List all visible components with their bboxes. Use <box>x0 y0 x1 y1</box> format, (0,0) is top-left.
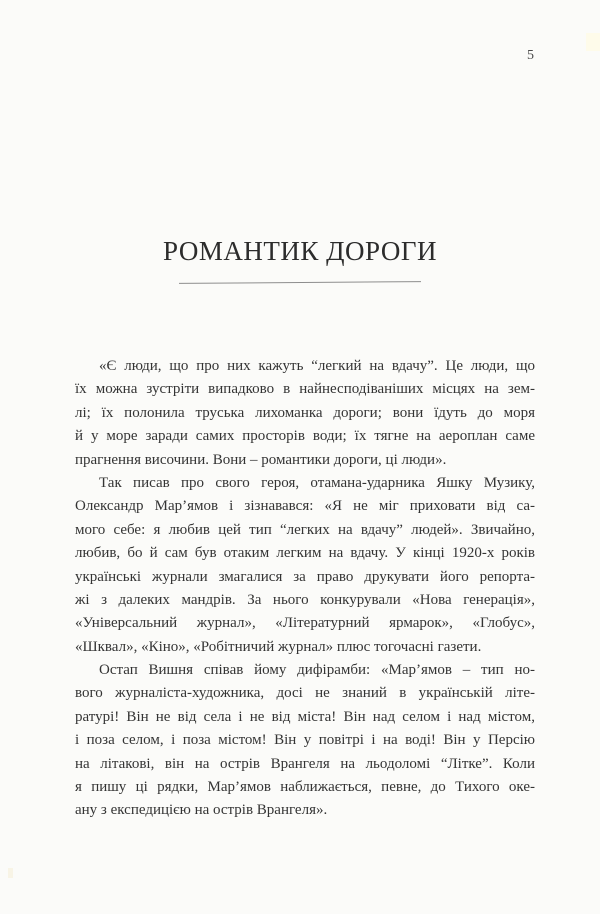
page-number: 5 <box>527 48 534 63</box>
text-line: українські журнали змагалися за право друкувати його репорта- <box>75 568 535 585</box>
text-line: «Шквал», «Кіно», «Робітничий журнал» плюс тогочасні газети. <box>75 638 482 655</box>
text-line: лі; їх полонила труська лихоманка дороги; вони їдуть до моря <box>75 404 535 421</box>
text-line: на літакові, він на острів Врангеля на льодоломі “Літке”. Коли <box>75 755 535 772</box>
text-line: Остап Вишня співав йому дифірамби: «Мар’ямов – тип но- <box>99 662 535 679</box>
body-text <box>75 355 535 823</box>
scan-speck <box>8 868 13 878</box>
text-line: любив, бо й сам був отаким легким на вдачу. У кінці 1920-х років <box>75 545 535 562</box>
text-line: прагнення височини. Вони – романтики дороги, ці люди». <box>75 451 447 468</box>
text-line: я пишу ці рядки, Мар’ямов наближається, певне, до Тихого оке- <box>75 779 535 796</box>
text-line: «Універсальний журнал», «Літературний ярмарок», «Глобус», <box>75 615 535 632</box>
text-line: їх можна зустріти випадково в найнесподіваніших місцях на зем- <box>75 381 535 398</box>
title-divider <box>179 281 421 284</box>
paragraph-2 <box>75 472 535 659</box>
text-line: й у море заради самих просторів води; їх тягне на аероплан саме <box>75 428 535 445</box>
scan-artifact <box>586 33 600 51</box>
text-line: «Є люди, що про них кажуть “легкий на вдачу”. Це люди, що <box>99 358 535 374</box>
text-line: Так писав про свого героя, отамана-ударника Яшку Музику, <box>99 474 535 491</box>
text-line: ратурі! Він не від села і не від міста! Він над селом і над містом, <box>75 708 535 725</box>
chapter-title: РОМАНТИК ДОРОГИ <box>163 236 437 266</box>
paragraph-3 <box>75 659 535 823</box>
text-line: жі з далеких мандрів. За нього конкурували «Нова генерація», <box>75 591 535 608</box>
text-line: мого себе: я любив цей тип “легких на вдачу” людей». Звичайно, <box>75 521 535 538</box>
text-line: ану з експедицією на острів Врангеля». <box>75 802 328 819</box>
text-line: Олександр Мар’ямов і зізнавався: «Я не міг приховати від са- <box>75 498 535 515</box>
text-line: вого журналіста-художника, досі не знаний в українській літе- <box>75 685 535 702</box>
text-line: і поза селом, і поза містом! Він у повітрі і на воді! Він у Персію <box>75 732 535 749</box>
paragraph-1 <box>75 355 535 472</box>
